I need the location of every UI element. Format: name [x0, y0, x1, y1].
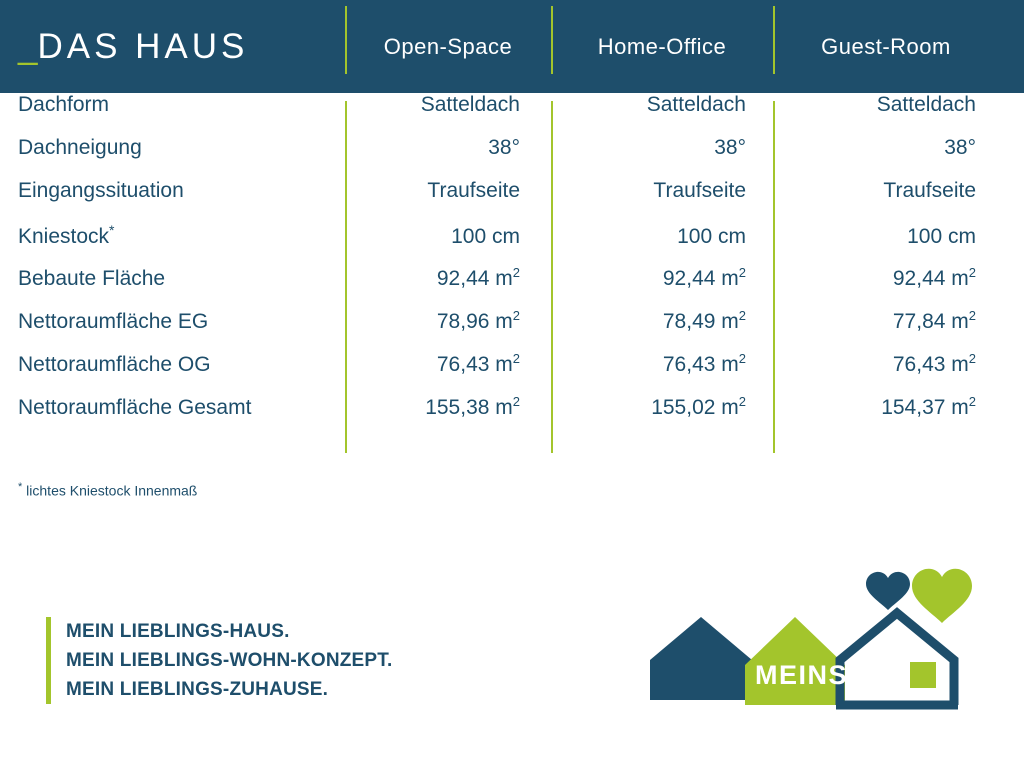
row-value [773, 308, 999, 334]
superscript: 2 [738, 351, 746, 366]
table-row [0, 394, 1024, 437]
row-value [773, 394, 999, 420]
table-row [0, 93, 1024, 136]
row-value [551, 351, 773, 377]
row-value [345, 394, 551, 420]
row-value-text: 92,44 m [436, 267, 513, 290]
row-value [345, 308, 551, 334]
row-label-text: Kniestock [18, 225, 110, 248]
superscript: 2 [968, 265, 976, 280]
claim-line: MEIN LIEBLINGS-HAUS. [66, 621, 290, 642]
row-value-text: 76,43 m [892, 353, 969, 376]
row-value: Traufseite [427, 179, 520, 202]
row-value-text: 92,44 m [892, 267, 969, 290]
row-value-text: 155,38 m [425, 396, 513, 419]
row-value [345, 351, 551, 377]
brand-logo [640, 555, 980, 715]
claim-line: MEIN LIEBLINGS-ZUHAUSE. [66, 679, 329, 700]
row-value [551, 394, 773, 420]
superscript: 2 [738, 308, 746, 323]
claim-lines [66, 617, 392, 704]
superscript: 2 [738, 394, 746, 409]
row-value-text: 77,84 m [892, 310, 969, 333]
table-row [0, 265, 1024, 308]
row-value-text: 78,96 m [436, 310, 513, 333]
superscript: 2 [512, 394, 520, 409]
table-row [0, 308, 1024, 351]
column-header-guest-room: Guest-Room [773, 34, 999, 60]
row-value-text: 78,49 m [662, 310, 739, 333]
row-value: 100 cm [907, 225, 976, 248]
footnote-marker: * [18, 481, 23, 493]
table-header [0, 0, 1024, 93]
brand-title [0, 27, 345, 67]
brand-title-text: DAS HAUS [37, 26, 249, 66]
row-value-text: 92,44 m [662, 267, 739, 290]
superscript: 2 [738, 265, 746, 280]
superscript: 2 [968, 394, 976, 409]
row-value: 100 cm [677, 225, 746, 248]
row-label: Dachneigung [18, 136, 142, 159]
row-value-text: 154,37 m [881, 396, 969, 419]
spec-table [0, 93, 1024, 437]
row-value: 100 cm [451, 225, 520, 248]
superscript: 2 [512, 308, 520, 323]
row-label: Nettoraumfläche OG [18, 353, 211, 376]
row-value [551, 308, 773, 334]
column-header-home-office: Home-Office [551, 34, 773, 60]
row-label [0, 222, 345, 249]
table-row [0, 351, 1024, 394]
row-value: 38° [714, 136, 746, 159]
claim-line: MEIN LIEBLINGS-WOHN-KONZEPT. [66, 650, 393, 671]
row-value-text: 76,43 m [662, 353, 739, 376]
row-label: Bebaute Fläche [18, 267, 166, 290]
row-label: Nettoraumfläche EG [18, 310, 209, 333]
houses-logo-icon [640, 555, 980, 715]
row-value: Traufseite [653, 179, 746, 202]
table-row [0, 222, 1024, 265]
row-label: Dachform [18, 93, 110, 116]
row-value-text: 76,43 m [436, 353, 513, 376]
row-value [773, 351, 999, 377]
footnote-marker: * [109, 222, 115, 238]
row-value: Satteldach [876, 93, 976, 116]
superscript: 2 [968, 308, 976, 323]
claim-block [46, 617, 392, 704]
logo-word-meins: MEINS [755, 660, 849, 690]
row-label: Nettoraumfläche Gesamt [18, 396, 252, 419]
row-value-text: 155,02 m [651, 396, 739, 419]
row-value [551, 265, 773, 291]
row-value [773, 265, 999, 291]
superscript: 2 [968, 351, 976, 366]
table-row [0, 179, 1024, 222]
row-value: 38° [488, 136, 520, 159]
row-value: Satteldach [420, 93, 520, 116]
table-row [0, 136, 1024, 179]
row-value: Traufseite [883, 179, 976, 202]
row-label: Eingangssituation [18, 179, 184, 202]
row-value: Satteldach [646, 93, 746, 116]
column-header-open-space: Open-Space [345, 34, 551, 60]
brand-prefix: _ [18, 26, 38, 66]
superscript: 2 [512, 351, 520, 366]
claim-accent-bar [46, 617, 51, 704]
footnote [18, 481, 197, 499]
superscript: 2 [512, 265, 520, 280]
row-value: 38° [944, 136, 976, 159]
footnote-text: lichtes Kniestock Innenmaß [22, 482, 198, 499]
row-value [345, 265, 551, 291]
